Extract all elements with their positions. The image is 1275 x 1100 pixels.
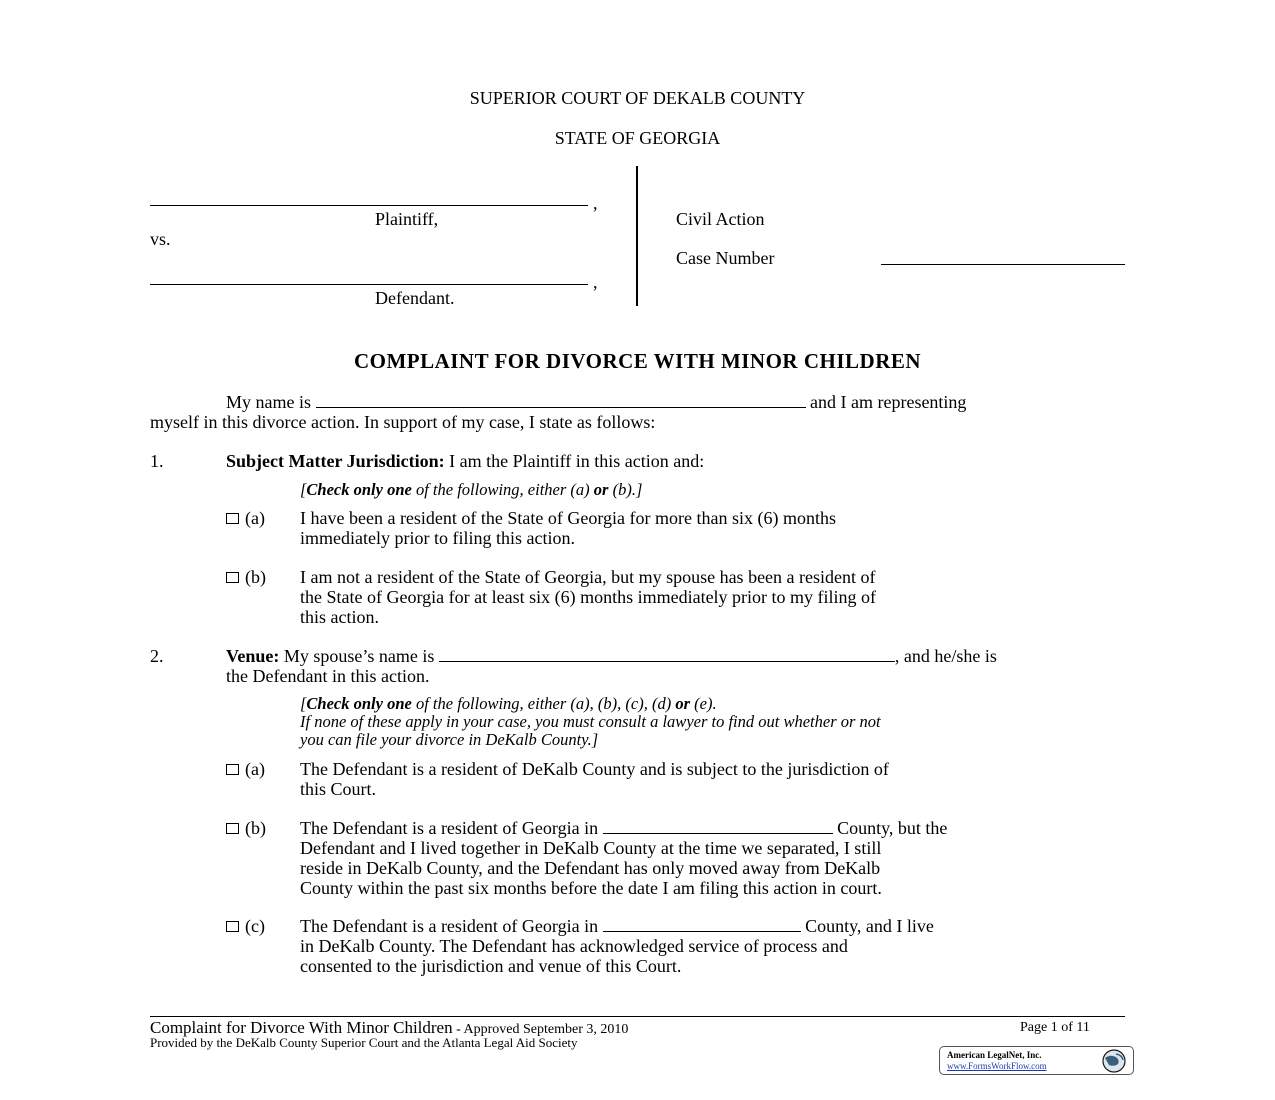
intro-line-2: myself in this divorce action. In support of my case, I state as follows: <box>150 412 656 432</box>
state-heading: STATE OF GEORGIA <box>554 128 721 148</box>
option-2a-line-1: The Defendant is a resident of DeKalb County and is subject to the jurisdiction of <box>300 759 889 779</box>
section-2-option-a[interactable] <box>226 759 265 779</box>
footer-page-number: Page 1 of 11 <box>1020 1020 1090 1035</box>
option-1a-line-2: immediately prior to filing this action. <box>300 528 575 548</box>
checkbox-1a[interactable] <box>226 513 239 524</box>
logo-company-name: American LegalNet, Inc. <box>947 1050 1042 1060</box>
section-1-instruction <box>300 481 642 499</box>
instr-mid: of the following, either (a) <box>411 480 594 499</box>
footer-approved: - Approved September 3, 2010 <box>452 1022 629 1037</box>
instr-or: or <box>593 480 609 499</box>
option-2b-suffix: County, but the <box>837 818 948 838</box>
globe-icon <box>1098 1048 1130 1074</box>
option-1b-line-3: this action. <box>300 607 379 627</box>
option-2b-line-1 <box>300 818 947 838</box>
instr-open: [ <box>300 480 307 499</box>
case-number-label: Case Number <box>676 248 775 268</box>
document-title: COMPLAINT FOR DIVORCE WITH MINOR CHILDREN <box>353 349 922 373</box>
section-2-text-prefix: My spouse’s name is <box>279 646 435 666</box>
option-label: (a) <box>245 759 265 779</box>
instr-or: or <box>675 694 690 713</box>
defendant-label: Defendant. <box>375 288 455 308</box>
plaintiff-name-line <box>150 205 588 206</box>
intro-prefix: My name is <box>226 392 311 412</box>
option-1b-line-1: I am not a resident of the State of Georgia, but my spouse has been a resident of <box>300 567 876 587</box>
section-1-option-b[interactable] <box>226 567 266 587</box>
section-1-heading: Subject Matter Jurisdiction: <box>226 451 445 471</box>
court-heading: SUPERIOR COURT OF DEKALB COUNTY <box>469 88 806 108</box>
checkbox-1b[interactable] <box>226 572 239 583</box>
footer-provided-by: Provided by the DeKalb County Superior Court and the Atlanta Legal Aid Society <box>150 1035 578 1050</box>
option-2c-line-2: in DeKalb County. The Defendant has acknowledged service of process and <box>300 936 848 956</box>
option-2a-line-2: this Court. <box>300 779 377 799</box>
instr-bold: Check only one <box>306 694 412 713</box>
option-2b-prefix: The Defendant is a resident of Georgia in <box>300 818 599 838</box>
defendant-comma: , <box>593 272 598 292</box>
civil-action-label: Civil Action <box>676 209 765 229</box>
section-1-heading-line <box>226 451 704 471</box>
instr-bold: Check only one <box>306 480 412 499</box>
section-2-instruction-3: you can file your divorce in DeKalb County.] <box>300 730 599 749</box>
option-label: (b) <box>245 818 266 838</box>
caption-divider <box>636 166 638 306</box>
intro-suffix: and I am representing <box>810 392 967 412</box>
section-2-instruction-2: If none of these apply in your case, you must consult a lawyer to find out whether or not <box>300 712 881 731</box>
footer-rule <box>150 1016 1125 1017</box>
option-1b-line-2: the State of Georgia for at least six (6) months immediately prior to my filing of <box>300 587 877 607</box>
versus-label: vs. <box>150 229 171 249</box>
plaintiff-name-blank <box>316 392 806 408</box>
instr-end: (e). <box>690 694 717 713</box>
intro-line-1 <box>226 392 966 412</box>
plaintiff-comma: , <box>593 193 598 213</box>
county-blank-b <box>603 818 833 834</box>
section-1-text: I am the Plaintiff in this action and: <box>444 451 705 471</box>
option-2b-line-3: reside in DeKalb County, and the Defendant has only moved away from DeKalb <box>300 858 881 878</box>
section-2-option-b[interactable] <box>226 818 266 838</box>
logo-url[interactable]: www.FormsWorkFlow.com <box>947 1061 1047 1071</box>
option-2c-line-1 <box>300 916 934 936</box>
american-legalnet-logo[interactable] <box>939 1046 1134 1075</box>
option-2b-line-2: Defendant and I lived together in DeKalb County at the time we separated, I still <box>300 838 882 858</box>
spouse-name-blank <box>439 646 895 662</box>
instr-end: (b).] <box>608 480 643 499</box>
section-1-option-a[interactable] <box>226 508 265 528</box>
case-number-line <box>881 264 1125 265</box>
option-2b-line-4: County within the past six months before the date I am filing this action in court. <box>300 878 882 898</box>
checkbox-2c[interactable] <box>226 921 239 932</box>
checkbox-2b[interactable] <box>226 823 239 834</box>
plaintiff-label: Plaintiff, <box>375 209 439 229</box>
checkbox-2a[interactable] <box>226 764 239 775</box>
option-2c-suffix: County, and I live <box>805 916 934 936</box>
section-1-number: 1. <box>150 451 164 471</box>
section-2-heading: Venue: <box>226 646 280 666</box>
footer-form-title: Complaint for Divorce With Minor Children <box>150 1018 453 1037</box>
instr-open: [ <box>300 694 307 713</box>
option-label: (c) <box>245 916 265 936</box>
instr-mid: of the following, either (a), (b), (c), (d) <box>411 694 676 713</box>
section-2-heading-line <box>226 646 997 666</box>
section-2-line-2: the Defendant in this action. <box>226 666 430 686</box>
option-2c-prefix: The Defendant is a resident of Georgia in <box>300 916 599 936</box>
option-1a-line-1: I have been a resident of the State of Georgia for more than six (6) months <box>300 508 837 528</box>
option-2c-line-3: consented to the jurisdiction and venue of this Court. <box>300 956 682 976</box>
section-2-option-c[interactable] <box>226 916 265 936</box>
defendant-name-line <box>150 284 588 285</box>
option-label: (b) <box>245 567 266 587</box>
section-2-instruction-1 <box>300 695 717 713</box>
section-2-text-suffix: , and he/she is <box>894 646 997 666</box>
option-label: (a) <box>245 508 265 528</box>
section-2-number: 2. <box>150 646 164 666</box>
county-blank-c <box>603 916 801 932</box>
